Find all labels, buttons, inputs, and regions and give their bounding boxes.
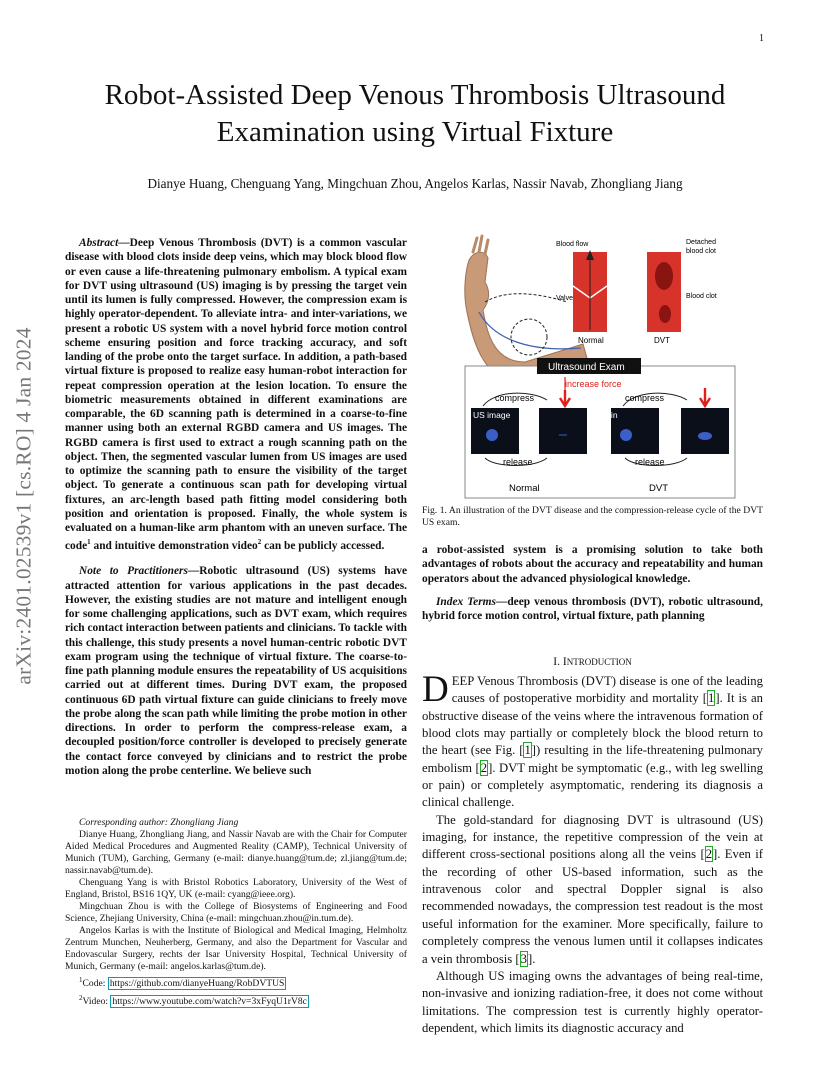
introduction [422,669,764,1037]
us-vein-normal [486,429,498,441]
footnote-ref-video[interactable]: 2 [257,538,262,547]
label-us-image: US image [473,410,511,420]
intro-p2-c: ]. [527,951,536,966]
abstract [65,236,407,778]
abstract-text-b: and intuitive demonstration video [90,540,258,553]
citation-2b[interactable]: 2 [705,847,713,862]
figure-caption: Fig. 1. An illustration of the DVT disease and the compression-release cycle of the DVT US exam. [422,505,763,528]
intro-p2-a: The gold-standard for diagnosing DVT is ultrasound (US) imaging, for instance, the repetitive compression of the vein at different cross-sectional positions along all the veins [ [422,812,763,862]
zoom-circle [511,319,547,355]
label-dvt-bottom: DVT [649,483,668,494]
section-number: I. [553,655,560,668]
section-title-rest: NTRODUCTION [566,657,632,667]
affiliation-3: Mingchuan Zhou is with the College of Biosystems of Engineering and Food Science, Zhejiang University, China (e-mail: mingchuan.zhou@in.tum.de). [65,901,407,924]
abstract-text: —Deep Venous Thrombosis (DVT) is a common vascular disease with blood clots inside deep veins, which may block blood flow or even cause a life-threatening pulmonary embolism. A typical exam for DVT using ultrasound (US) imaging is by pressing the target vein until its lumen is fully compressed. However, the compression exam is highly operator-dependent. To alleviate intra- and inter-variations, we present a robotic US system with a novel hybrid force motion control scheme ensuring position and force tracking accuracy, and soft landing of the probe onto the target surface. In addition, a path-based virtual fixture is proposed to realize easy human-robot interaction for repeat compression operation at the lesion location. To ensure the biometric measurements obtained in different examinations are comparable, the 6D scanning path is determined in a coarse-to-fine manner using both an external RGBD camera and US images. The RGBD camera is first used to extract a rough scanning path on the object. Then, the segmented vascular lumen from US images are used to optimize the scanning path to ensure the visibility of the target object. To generate a continuous scan path for developing virtual fixtures, an arc-length based path fitting model considering both position and orientation is proposed. Finally, the whole system is evaluated on a human-like arm phantom with an uneven surface. The code [65,237,407,553]
index-terms-text: —deep venous thrombosis (DVT), robotic ultrasound, hybrid force motion control, virtual fixture, path planning [422,595,763,622]
figure-ref-1[interactable]: 1 [524,743,531,758]
affiliation-2: Chenguang Yang is with Bristol Robotics Laboratory, University of the West of England, Bristol, BS16 1QY, UK (e-mail: cyang@ieee.org). [65,877,407,900]
paper-title: Robot-Assisted Deep Venous Thrombosis Ultrasound Examination using Virtual Fixture [104,79,726,148]
pointer-line [485,294,567,302]
exam-title: Ultrasound Exam [548,362,625,373]
us-image-normal-2 [539,408,587,454]
intro-p3: Although US imaging owns the advantages of being real-time, non-invasive and ionizing radiation-free, it does not come without limitations. The compression test is currently highly operator-dependent, which limits its diagnostic accuracy and [422,968,763,1035]
label-vein: Vein [601,410,618,420]
label-normal-bottom: Normal [509,483,540,494]
code-link[interactable]: https://github.com/dianyeHuang/RobDVTUS [109,978,285,990]
detached-clot [659,305,671,323]
us-image-dvt-2 [681,408,729,454]
label-valve: Valve [556,295,573,302]
footnote-ref-code[interactable]: 1 [87,538,91,547]
label-increase-force: increase force [565,379,622,389]
intro-p1-c: ]) resulting in the life-threatening pulmonary embolism [ [422,743,763,775]
blood-clot [655,262,673,290]
practitioners-text: —Robotic ultrasound (US) systems have attracted attention for various applications in the past decades. However, the existing studies are not mature and intelligent enough for some challenging applications, such as DVT exam, which requires rich contact interaction between patients and clinicians. To tackle with this challenge, this study presents a novel human-centric robotic DVT exam program using the technique of virtual fixture. The coarse-to-fine path planning module ensures the repeatability of US acquisitions carried out at different times. During DVT exam, the proposed continuous 6D path virtual fixture can guide clinicians to freely move the probe along the scan path while limiting the probe motion in other directions. In order to perform the compress-release exam, a decoupled position/force controller is developed to precisely generate the contact force conveyed by clinicians and to restrict the probe motion along the probe centerline. We believe such [65,565,407,777]
us-image-dvt-1 [611,408,659,454]
citation-1[interactable]: 1 [708,691,715,706]
page-number: 1 [759,33,764,44]
citation-3[interactable]: 3 [520,951,527,966]
arxiv-stamp [4,296,44,716]
label-release-right: release [635,457,665,467]
video-link[interactable]: https://www.youtube.com/watch?v=3xFyqU1rV8c [112,996,307,1008]
video-label: Video: [82,996,111,1008]
affiliation-4: Angelos Karlas is with the Institute of Biological and Medical Imaging, Helmholtz Zentrum Munchen, Neuherberg, Germany, and also the Department for Vascular and Endovascular Surgery, rechts der Isar University Hospital, Technical University of Munich, Germany (e-mail: angelos.karlas@tum.de). [65,925,407,972]
label-compress-left: compress [495,393,535,403]
code-label: Code: [82,978,108,990]
section-title-first: I [562,655,567,668]
intro-p1-a: EEP Venous Thrombosis (DVT) disease is one of the leading causes of postoperative morbidity and mortality [ [451,674,763,706]
label-release-left: release [503,457,533,467]
arm-vein [479,312,581,349]
label-compress-right: compress [625,393,665,403]
practitioners-label: Note to Practitioners [79,565,188,578]
footnote-mark-2: 2 [79,994,83,1003]
author-list: Dianye Huang, Chenguang Yang, Mingchuan Zhou, Angelos Karlas, Nassir Navab, Zhongliang Jiang [147,176,683,191]
figure-1-graphic [455,232,745,502]
footnote-mark-1: 1 [79,976,83,984]
footnotes [65,817,407,1008]
intro-p1-d: ]. DVT might be symptomatic (e.g., with leg swelling or pain) or completely asymptomatic, rendering its diagnosis a clinical challenge. [422,760,763,810]
index-terms-label: Index Terms [436,595,496,608]
figure-1 [455,232,745,502]
label-dvt-top: DVT [654,336,670,345]
label-detached-1: Detached [686,239,716,246]
label-blood-clot: Blood clot [686,293,717,300]
abstract-label: Abstract [79,237,119,249]
intro-p1-b: ]. It is an obstructive disease of the veins where the intravenous formation of blood clots may partially or completely block the blood return to the heart (see Fig. [ [422,691,763,758]
practitioners-text-right: a robot-assisted system is a promising solution to take both advantages of robots about the accuracy and repeatability and human operators about the advanced physiological knowledge. [422,544,763,585]
label-blood-flow: Blood flow [556,241,589,248]
dropcap: D [422,669,449,710]
section-heading [422,655,763,668]
hand-fingers [473,236,488,254]
us-vein-dvt [620,429,632,441]
label-detached-2: blood clot [686,248,716,255]
corresponding-author: Corresponding author: Zhongliang Jiang [79,817,239,828]
label-normal-top: Normal [578,336,604,345]
citation-2[interactable]: 2 [480,760,488,775]
us-vein-partial [698,432,712,440]
intro-p2-b: ]. Even if the recording of other US-based information, such as the intravenous color and spectral Doppler signal is also recommended nowadays, the compression test readout is the most useful information for the examiner. More specifically, failure to completely compress the venous lumen until it collapses indicates a vein thrombosis [ [422,847,764,966]
practitioners-continued [422,543,763,623]
arxiv-id: arXiv:2401.02539v1 [cs.RO] 4 Jan 2024 [11,327,36,685]
abstract-text-c: can be publicly accessed. [261,540,385,553]
affiliation-1: Dianye Huang, Zhongliang Jiang, and Nassir Navab are with the Chair for Computer Aided Medical Procedures and Augmented Reality (CAMP), Technical University of Munich (TUM), Garching, Germany (e-mail: dianye.huang@tum.de; zl.jiang@tum.de; nassir.navab@tum.de). [65,829,407,876]
